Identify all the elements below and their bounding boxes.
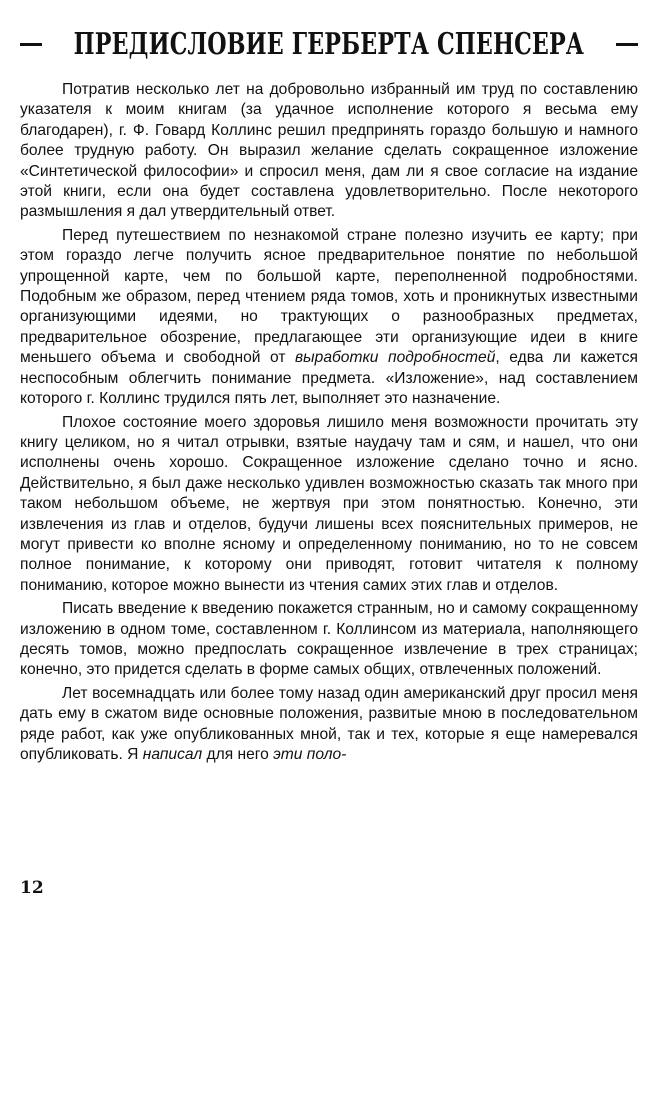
- header-rule-right: [616, 43, 638, 46]
- chapter-title: ПРЕДИСЛОВИЕ ГЕРБЕРТА СПЕНСЕРА: [73, 26, 585, 62]
- paragraph-2: [20, 226, 638, 410]
- paragraph-5-text-a: Лет восемнадцать или более тому назад один американский друг просил меня дать ему в сжатом виде основные положения, развитые мною в последовательном ряде работ, как уже опубликованных мной, так и тех, которые я еще намеревался опубликовать. Я: [20, 684, 638, 763]
- paragraph-4: Писать введение к введению покажется странным, но и самому сокращенному изложению в одном томе, составленном г. Коллинсом из материала, наполняющего десять томов, можно предпослать сокращенное извлечение в трех страницах; конечно, это придется сделать в форме самых общих, отвлеченных положений.: [20, 600, 638, 679]
- paragraph-5-italic-a: написал: [142, 746, 203, 763]
- body-text: [20, 80, 638, 765]
- paragraph-1: Потратив несколько лет на добровольно избранный им труд по составлению указателя к моим книгам (за удачное исполнение которого я весьма ему благодарен), г. Ф. Говард Коллинс решил предпринять гораздо большую и намного более трудную работу. Он выразил желание сделать сокращенное изложение «Синтетической философии» и спросил меня, дам ли я свое согласие на издание этой книги, если она будет составлена удовлетворительно. После некоторого размышления я дал утвердительный ответ.: [20, 81, 638, 221]
- paragraph-5-text-b: для него: [202, 746, 274, 763]
- paragraph-5: [20, 684, 638, 766]
- paragraph-2-text-a: Перед путешествием по незнакомой стране полезно изучить ее карту; при этом гораздо легче получить ясное предварительное понятие по небольшой упрощенной карте, чем по большой карте, переполненной подробностями. Подобным же образом, перед чтением ряда томов, хоть и проникнутых известными организующими идеями, но трактующих о разнообразных предметах, предварительное обозрение, предлагающее эти организующие идеи в книге меньшего объема и свободной от: [20, 226, 638, 367]
- paragraph-3: Плохое состояние моего здоровья лишило меня возможности прочитать эту книгу целиком, но я читал отрывки, взятые наудачу там и сям, и нашел, что они исполнены очень хорошо. Сокращенное изложение сделано точно и ясно. Действительно, я был даже несколько удивлен возможностью сказать так много при таком небольшом объеме, не жертвуя при этом понятностью. Конечно, эти извлечения из глав и отделов, будучи лишены всех пояснительных примеров, не могут привести ко вполне ясному и определенному пониманию, но то не совсем полное понимание, к которому они приводят, готовит читателя к полному пониманию, которое можно вынести из чтения самих этих глав и отделов.: [20, 413, 638, 594]
- header-rule-left: [20, 43, 42, 46]
- paragraph-2-text-b: , едва ли кажется неспособным облегчить понимание предмета. «Изложение», над составлением которого г. Коллинс трудился пять лет, выполняет это назначение.: [20, 349, 638, 408]
- paragraph-5-italic-b: эти поло-: [273, 746, 347, 763]
- paragraph-2-italic: выработки подробностей: [295, 349, 496, 367]
- page-number: 12: [20, 878, 44, 898]
- chapter-header: [20, 22, 638, 66]
